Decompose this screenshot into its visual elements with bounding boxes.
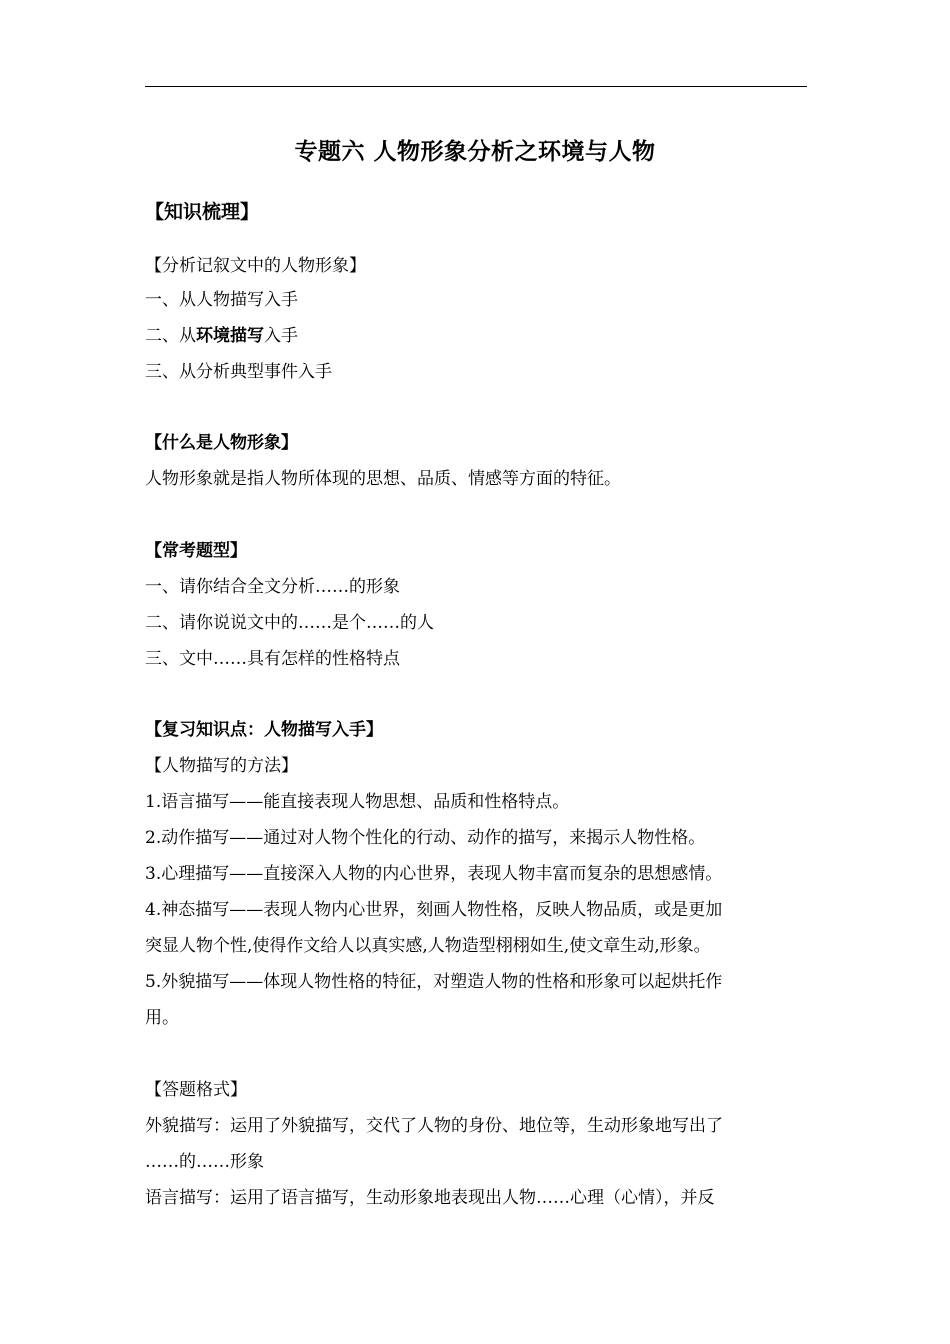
question-types-heading: 【常考题型】 [145,541,247,561]
answer-format-1-line-1: 外貌描写：运用了外貌描写，交代了人物的身份、地位等，生动形象地写出了 [145,1116,723,1136]
analysis-item-2-suffix: 入手 [264,326,298,346]
question-type-3: 三、文中……具有怎样的性格特点 [145,649,400,669]
analysis-item-2-prefix: 二、从 [145,326,196,346]
header-rule [145,86,807,87]
question-type-1: 一、请你结合全文分析……的形象 [145,577,400,597]
method-5-line-2: 用。 [145,1008,179,1028]
page-title: 专题六 人物形象分析之环境与人物 [294,139,656,165]
analysis-item-2-emphasis: 环境描写 [196,326,264,346]
method-5-line-1: 5.外貌描写——体现人物性格的特征，对塑造人物的性格和形象可以起烘托作 [145,972,723,992]
what-is-heading: 【什么是人物形象】 [145,433,298,453]
analysis-item-1: 一、从人物描写入手 [145,290,298,310]
answer-format-heading: 【答题格式】 [145,1080,247,1100]
answer-format-2-line-1: 语言描写：运用了语言描写，生动形象地表现出人物……心理（心情），并反 [145,1188,715,1208]
method-4-line-1: 4.神态描写——表现人物内心世界，刻画人物性格，反映人物品质，或是更加 [145,900,723,920]
review-heading: 【复习知识点：人物描写入手】 [145,720,383,740]
what-is-text: 人物形象就是指人物所体现的思想、品质、情感等方面的特征。 [145,469,621,489]
method-1: 1.语言描写——能直接表现人物思想、品质和性格特点。 [145,792,570,812]
method-2: 2.动作描写——通过对人物个性化的行动、动作的描写，来揭示人物性格。 [145,828,706,848]
analysis-heading: 【分析记叙文中的人物形象】 [145,256,366,276]
method-3: 3.心理描写——直接深入人物的内心世界，表现人物丰富而复杂的思想感情。 [145,864,723,884]
analysis-item-2 [145,324,810,348]
answer-format-1-line-2: ……的……形象 [145,1152,264,1172]
method-4-line-2: 突显人物个性,使得作文给人以真实感,人物造型栩栩如生,使文章生动,形象。 [145,936,711,956]
analysis-item-3: 三、从分析典型事件入手 [145,362,332,382]
knowledge-heading: 【知识梳理】 [145,201,260,223]
question-type-2: 二、请你说说文中的……是个……的人 [145,613,434,633]
methods-heading: 【人物描写的方法】 [145,756,298,776]
